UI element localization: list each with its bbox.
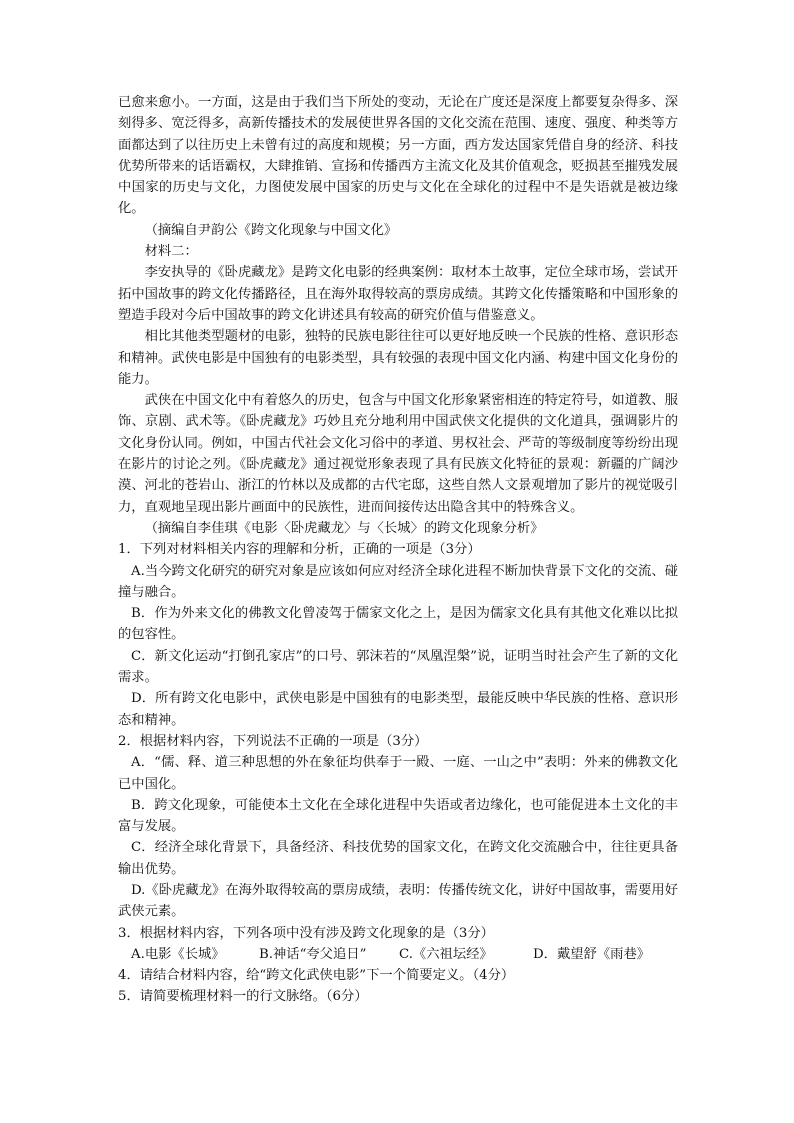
question-1-option-d: D．所有跨文化电影中，武侠电影是中国独有的电影类型，最能反映中华民族的性格、意识形态和精神。 [118,691,678,728]
question-2-option-a: A．“儒、释、道三种思想的外在象征均供奉于一殿、一庭、一山之中”表明：外来的佛教文化已中国化。 [118,755,678,792]
question-1 [118,539,678,731]
question-2-option-b: B．跨文化现象，可能使本土文化在全球化进程中失语或者边缘化，也可能促进本土文化的丰富与发展。 [118,797,678,835]
question-3-option-d: D．戴望舒《雨巷》 [533,946,651,962]
material-two-paragraph-1: 李安执导的《卧虎藏龙》是跨文化电影的经典案例：取材本土故事，定位全球市场，尝试开拓中国故事的跨文化传播路径，且在海外取得较高的票房成绩。其跨文化传播策略和中国形象的塑造手段对今后中国故事的跨文化讲述具有较高的研究价值与借鉴意义。 [118,265,678,323]
question-2-stem: 2．根据材料内容，下列说法不正确的一项是（3分） [118,733,428,749]
question-3 [118,923,678,966]
question-1-option-b: B．作为外来文化的佛教文化曾凌驾于儒家文化之上，是因为儒家文化具有其他文化难以比拟的包容性。 [118,606,678,643]
material-two-heading: 材料二： [144,244,198,260]
material-two-paragraph-2: 相比其他类型题材的电影，独特的民族电影往往可以更好地反映一个民族的性格、意识形态和精神。武侠电影是中国独有的电影类型，具有较强的表现中国文化内涵、构建中国文化身份的能力。 [118,329,678,387]
question-3-options [118,944,678,965]
material-one-text: 已愈来愈小。一方面，这是由于我们当下所处的变动，无论在广度还是深度上都要复杂得多、深刻得多、宽泛得多，高新传播技术的发展使世界各国的文化交流在范围、速度、强度、种类等方面都达到了以往历史上未曾有过的高度和规模；另一方面，西方发达国家凭借自身的经济、科技优势所带来的话语霸权，大肆推销、宣扬和传播西方主流文化及其价值观念，贬损甚至摧残发展中国家的历史与文化，力图使发展中国家的历史与文化在全球化的过程中不是失语就是被边缘化。 [118,95,678,217]
question-2-option-c: C．经济全球化背景下，具备经济、科技优势的国家文化，在跨文化交流融合中，往往更具备输出优势。 [118,840,678,877]
exam-page [118,92,678,1008]
question-1-stem: 1．下列对材料相关内容的理解和分析，正确的一项是（3分） [118,542,481,558]
question-1-option-c: C．新文化运动“打倒孔家店”的口号、郭沫若的“凤凰涅槃”说，证明当时社会产生了新的文化需求。 [118,648,678,686]
question-1-option-a: A.当今跨文化研究的研究对象是应该如何应对经济全球化进程不断加快背景下文化的交流、碰撞与融合。 [118,563,678,600]
material-two-paragraph-3: 武侠在中国文化中有着悠久的历史，包含与中国文化形象紧密相连的特定符号，如道教、服饰、京剧、武术等。《卧虎藏龙》巧妙且充分地利用中国武侠文化提供的文化道具，强调影片的文化身份认同。例如，中国古代社会文化习俗中的孝道、男权社会、严苛的等级制度等纷纷出现在影片的讨论之列。《卧虎藏龙》通过视觉形象表现了具有民族文化特征的景观：新疆的广阔沙漠、河北的苍岩山、浙江的竹林以及成都的古代宅邸，这些自然人文景观增加了影片的视觉吸引力，直观地呈现出影片画面中的民族性，进而间接传达出隐含其中的特殊含义。 [118,393,678,515]
question-2-option-d: D.《卧虎藏龙》在海外取得较高的票房成绩，表明：传播传统文化，讲好中国故事，需要用好武侠元素。 [118,882,678,920]
question-5-stem: 5．请简要梳理材料一的行文脉络。（6分） [118,989,368,1005]
question-3-stem: 3．根据材料内容，下列各项中没有涉及跨文化现象的是（3分） [118,925,494,941]
question-3-option-a: A.电影《长城》 [131,946,225,962]
material-one-source: （摘编自尹韵公《跨文化现象与中国文化》 [144,222,398,238]
question-3-option-c: C.《六祖坛经》 [399,946,493,962]
question-4-stem: 4．请结合材料内容，给“跨文化武侠电影”下一个简要定义。（4分） [118,968,515,984]
question-2 [118,731,678,923]
question-3-option-b: B.神话“夸父追日” [259,946,367,962]
material-two-source: （摘编自李佳琪《电影〈卧虎藏龙〉与〈长城〉的跨文化现象分析》 [144,520,544,536]
